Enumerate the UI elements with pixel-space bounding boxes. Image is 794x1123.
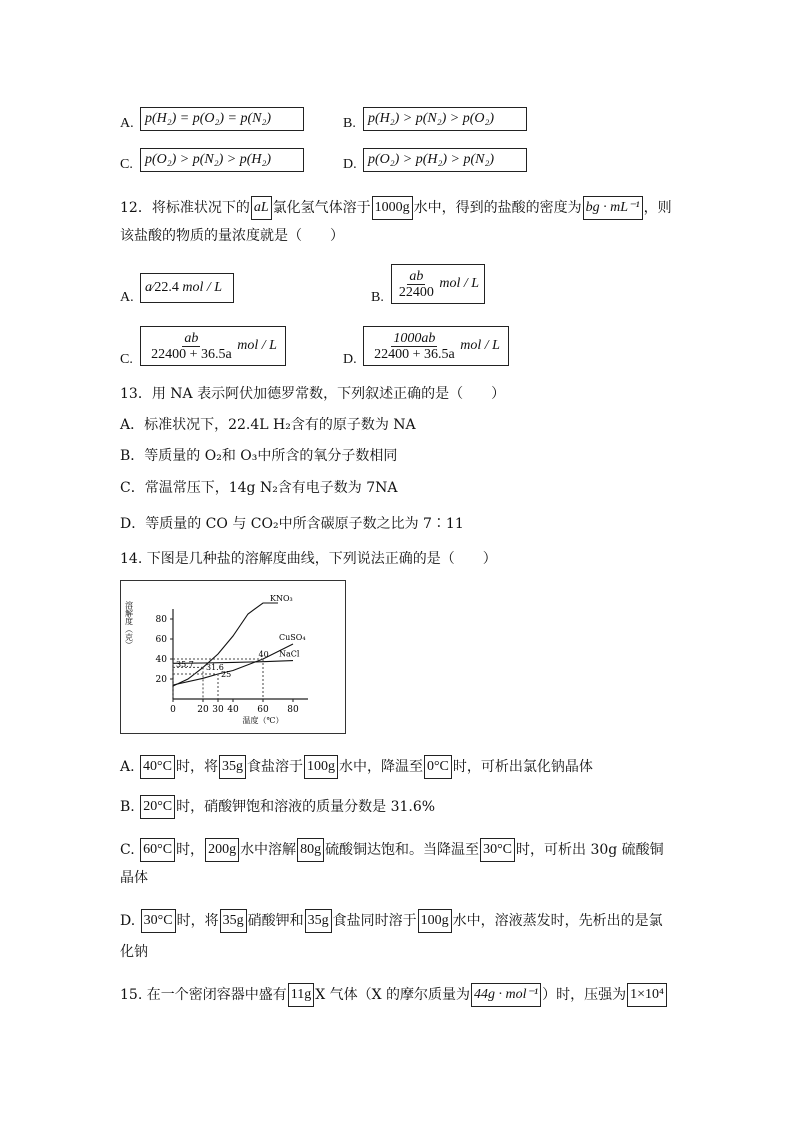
q12-tail: ，则 [643,200,672,216]
q12-d-numerator: 1000ab [393,330,436,346]
q12-a-numerator: a [145,280,152,295]
y-tick-label: 80 [155,615,167,625]
q13-option-b: B．等质量的 O₂和 O₃中所含的氧分子数相同 [120,448,398,464]
q12-option-d-formula [363,326,509,366]
series-label-2: NaCl [279,649,300,659]
y-tick-label: 60 [155,635,167,645]
q11-option-c-label: C. [120,157,133,172]
q14-a-box2: 35g [219,755,246,779]
x-tick-label: 40 [227,705,239,715]
q14-c-label: C. [120,842,135,858]
q14-option-c [120,838,664,862]
q15-box3: 1×10⁴ [627,983,667,1007]
annotation-label: 35.7 [176,660,194,669]
q12-a-unit: mol / L [182,280,223,295]
q12-a-denominator: 22.4 [154,280,179,295]
annotation-label: 25 [221,670,232,679]
q14-d-box3: 35g [305,909,332,933]
q13-stem: 13．用 NA 表示阿伏加德罗常数，下列叙述正确的是（ ） [120,386,506,402]
x-axis-label: 温度（℃） [242,716,284,725]
q12-volume-box: aL [251,196,272,220]
q12-b-numerator: ab [409,268,424,284]
q12-mid1: 氯化氢气体溶于 [272,200,371,216]
q14-a-text4: 时，可析出氯化钠晶体 [452,759,593,775]
q14-c-text4: 时，可析出 30g 硫酸铜 [516,842,664,858]
q12-b-denominator: 22400 [398,284,434,300]
q12-c-numerator: ab [184,330,199,346]
q14-d-box2: 35g [220,909,247,933]
q14-a-box3: 100g [304,755,338,779]
y-tick-label: 20 [155,675,167,685]
q14-c-box1: 60°C [140,838,175,862]
q12-c-unit: mol / L [237,338,277,353]
q14-c-box2: 200g [205,838,239,862]
q14-option-c-line2: 晶体 [120,870,148,886]
y-axis-label: 溶解度（克） [124,601,134,649]
q13-option-c: C．常温常压下，14g N₂含有电子数为 7NA [120,480,398,496]
q11-option-b-formula: p(H₂) > p(N₂) > p(O₂) [363,107,527,131]
q14-a-text3: 水中，降温至 [338,759,423,775]
q14-a-box1: 40°C [140,755,175,779]
q15-stem [120,983,668,1007]
q14-d-text1: 时，将 [176,913,219,929]
q12-option-c-label: C. [120,352,133,367]
q11-option-d-formula: p(O₂) > p(H₂) > p(N₂) [363,148,527,172]
q15-box1: 11g [288,983,314,1007]
q14-a-text2: 食盐溶于 [246,759,303,775]
q12-stem-line1 [120,196,672,220]
q12-d-denominator: 22400 + 36.5a [374,346,455,362]
q14-option-a [120,755,593,779]
q14-c-text1: 时， [176,842,205,858]
q15-mid1: X 气体（X 的摩尔质量为 [315,987,471,1003]
q12-option-a-formula: a ⁄ 22.4 mol / L [140,273,234,303]
series-label-1: CuSO₄ [279,633,306,642]
q12-water-mass-box: 1000g [372,196,413,220]
q11-option-b-label: B. [343,116,356,131]
q14-d-label: D. [120,913,136,929]
q14-b-box1: 20°C [140,795,175,819]
q14-stem: 14. 下图是几种盐的溶解度曲线，下列说法正确的是（ ） [120,551,497,567]
x-tick-label: 80 [287,705,299,715]
q14-option-d [120,909,663,933]
q14-b-label: B. [120,799,135,815]
x-tick-label: 60 [257,705,269,715]
q14-d-text4: 水中，溶液蒸发时，先析出的是氯 [452,913,663,929]
q12-density-box: bg · mL⁻¹ [583,196,643,220]
q14-c-box4: 30°C [480,838,515,862]
q12-b-unit: mol / L [439,276,480,291]
series-label-0: KNO₃ [270,594,293,603]
q14-option-d-line2: 化钠 [120,944,148,960]
q14-d-text3: 食盐同时溶于 [332,913,417,929]
q12-option-d-label: D. [343,352,357,367]
q14-a-box4: 0°C [424,755,452,779]
x-tick-label: 30 [212,705,224,715]
q12-c-denominator: 22400 + 36.5a [151,346,232,362]
q14-d-box1: 30°C [141,909,176,933]
q11-option-c-formula: p(O₂) > p(N₂) > p(H₂) [140,148,304,172]
q11-option-a-formula: p(H₂) = p(O₂) = p(N₂) [140,107,304,131]
q12-prefix: 12．将标准状况下的 [120,200,250,216]
q12-option-b-label: B. [371,290,384,305]
q15-mid2: ）时，压强为 [542,987,627,1003]
q14-c-box3: 80g [297,838,324,862]
q12-mid2: 水中，得到的盐酸的密度为 [413,200,582,216]
q12-stem-line2: 该盐酸的物质的量浓度就是（ ） [120,228,344,244]
q14-d-text2: 硝酸钾和 [247,913,304,929]
annotation-label: 31.6 [206,663,224,672]
q14-c-text3: 硫酸铜达饱和。当降温至 [325,842,480,858]
q15-box2: 44g · mol⁻¹ [471,983,541,1007]
q14-option-b [120,795,435,819]
q11-option-a-label: A. [120,116,134,131]
q12-option-a-label: A. [120,290,134,305]
y-tick-label: 40 [155,655,167,665]
q13-option-d: D．等质量的 CO 与 CO₂中所含碳原子数之比为 7∶11 [120,516,464,532]
q12-option-c-formula [140,326,286,366]
solubility-chart [121,581,345,733]
q12-option-b-formula [391,264,485,304]
q14-a-text1: 时，将 [175,759,218,775]
q11-option-d-label: D. [343,157,357,172]
q15-prefix: 15. 在一个密闭容器中盛有 [120,987,287,1003]
q14-a-label: A. [120,759,135,775]
annotation-label: 40 [258,650,269,659]
q14-b-text1: 时，硝酸钾饱和溶液的质量分数是 31.6% [176,799,436,815]
x-tick-label: 20 [197,705,209,715]
x-tick-label: 0 [170,705,176,715]
q12-d-unit: mol / L [460,338,500,353]
q14-c-text2: 水中溶解 [240,842,297,858]
q13-option-a: A．标准状况下，22.4L H₂含有的原子数为 NA [120,417,416,433]
q14-d-box4: 100g [418,909,452,933]
solubility-chart-frame [120,580,346,734]
